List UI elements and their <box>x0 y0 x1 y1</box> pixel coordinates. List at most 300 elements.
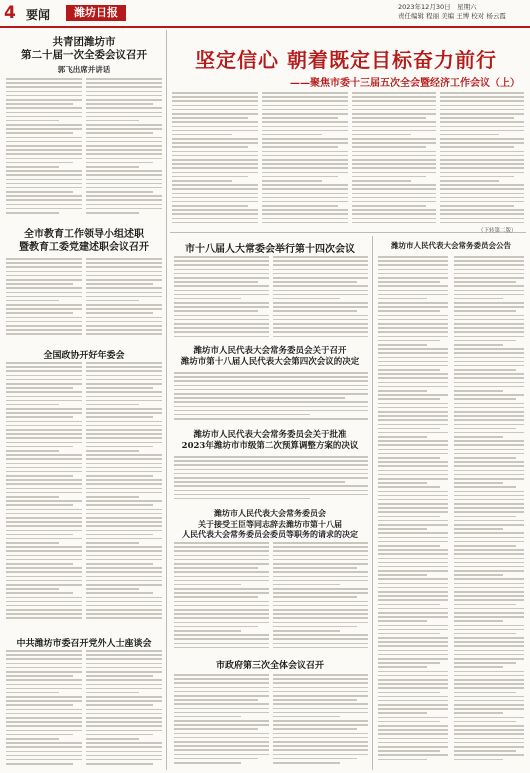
text-line <box>6 704 73 706</box>
text-line <box>6 287 82 289</box>
text-line <box>440 138 524 140</box>
text-line <box>86 300 139 302</box>
text-line <box>454 541 524 543</box>
text-line <box>6 166 59 168</box>
text-line <box>172 184 258 186</box>
text-line <box>378 440 448 442</box>
text-line <box>454 264 524 266</box>
text-line <box>273 315 368 317</box>
text-line <box>174 762 241 764</box>
text-line <box>352 167 436 169</box>
text-line <box>6 308 82 310</box>
text-line <box>6 446 73 448</box>
text-line <box>273 281 357 283</box>
text-line <box>273 336 368 338</box>
text-line <box>172 222 258 224</box>
text-line <box>174 389 368 391</box>
text-line <box>352 138 436 140</box>
text-line <box>378 658 448 660</box>
text-line <box>440 155 524 157</box>
text-line <box>172 117 248 119</box>
text-line <box>6 580 82 582</box>
left-article-4-body <box>86 650 162 768</box>
text-line <box>174 613 269 615</box>
text-line <box>172 209 258 211</box>
text-line <box>262 117 338 119</box>
text-line <box>86 542 139 544</box>
text-line <box>174 626 258 628</box>
text-line <box>86 450 139 452</box>
text-line <box>273 298 340 300</box>
text-line <box>6 183 82 185</box>
text-line <box>86 183 162 185</box>
text-line <box>86 116 162 118</box>
center-article-3-title: 潍坊市人民代表大会常务委员会关于批准 2023年潍坊市市级第二次预算调整方案的决议 <box>181 430 359 451</box>
text-line <box>273 580 368 582</box>
text-line <box>86 287 162 289</box>
text-line <box>378 428 440 430</box>
text-line <box>454 507 524 509</box>
text-line <box>174 745 269 747</box>
left-article-2-body <box>86 258 162 340</box>
text-line <box>86 730 162 732</box>
text-line <box>378 650 448 652</box>
text-line <box>174 460 368 462</box>
text-line <box>378 708 448 710</box>
text-line <box>378 491 448 493</box>
right-article-1-body <box>378 256 448 768</box>
text-line <box>454 344 503 346</box>
text-line <box>352 109 436 111</box>
text-line <box>454 549 524 551</box>
text-line <box>86 584 162 586</box>
text-line <box>262 163 348 165</box>
text-line <box>172 159 258 161</box>
text-line <box>454 373 524 375</box>
text-line <box>86 458 162 460</box>
text-line <box>378 290 448 292</box>
text-line <box>174 273 269 275</box>
text-line <box>6 679 82 681</box>
text-line <box>6 191 73 193</box>
text-line <box>86 296 162 298</box>
text-line <box>86 555 162 557</box>
text-line <box>378 394 448 396</box>
text-line <box>378 537 448 539</box>
text-line <box>454 336 524 338</box>
text-line <box>454 461 524 463</box>
main-article-body <box>172 92 258 227</box>
text-line <box>86 746 162 748</box>
text-line <box>86 755 162 757</box>
text-line <box>378 331 448 333</box>
text-line <box>86 500 162 502</box>
text-line <box>454 511 524 513</box>
text-line <box>174 315 269 317</box>
text-line <box>174 712 269 714</box>
text-line <box>454 553 524 555</box>
text-line <box>86 170 162 172</box>
text-line <box>378 415 448 417</box>
text-line <box>273 588 368 590</box>
text-line <box>352 117 426 119</box>
text-line <box>172 96 258 98</box>
text-line <box>6 78 82 80</box>
text-line <box>86 396 162 398</box>
text-line <box>454 394 524 396</box>
text-line <box>454 537 524 539</box>
text-line <box>6 517 82 519</box>
text-line <box>378 679 448 681</box>
text-line <box>86 107 162 109</box>
text-line <box>86 592 153 594</box>
text-line <box>378 306 448 308</box>
text-line <box>454 608 524 610</box>
text-line <box>172 193 258 195</box>
text-line <box>6 387 73 389</box>
text-line <box>378 256 448 258</box>
text-line <box>86 195 162 197</box>
text-line <box>6 187 82 189</box>
text-line <box>174 741 269 743</box>
text-line <box>262 172 348 174</box>
text-line <box>6 112 82 114</box>
text-line <box>86 308 162 310</box>
text-line <box>6 663 82 665</box>
text-line <box>454 683 524 685</box>
text-line <box>378 424 448 426</box>
text-line <box>454 717 524 719</box>
text-line <box>273 306 368 308</box>
text-line <box>174 410 368 412</box>
text-line <box>6 362 82 364</box>
text-line <box>262 134 322 136</box>
text-line <box>262 188 348 190</box>
text-line <box>86 613 162 615</box>
text-line <box>273 302 368 304</box>
text-line <box>454 273 524 275</box>
text-line <box>273 323 368 325</box>
text-line <box>6 601 82 603</box>
text-line <box>454 662 516 664</box>
text-line <box>352 184 436 186</box>
text-line <box>174 559 269 561</box>
text-line <box>174 749 269 751</box>
text-line <box>378 620 427 622</box>
text-line <box>6 275 82 277</box>
text-line <box>6 658 82 660</box>
text-line <box>6 721 82 723</box>
text-line <box>172 92 258 94</box>
text-line <box>86 559 162 561</box>
text-line <box>174 754 269 756</box>
text-line <box>174 733 269 735</box>
text-line <box>174 281 258 283</box>
text-line <box>86 91 162 93</box>
text-line <box>262 213 348 215</box>
text-line <box>172 201 258 203</box>
text-line <box>6 375 82 377</box>
text-line <box>454 348 524 350</box>
text-line <box>6 208 82 210</box>
text-line <box>440 130 524 132</box>
text-line <box>6 212 59 214</box>
text-line <box>6 588 59 590</box>
text-line <box>172 138 258 140</box>
text-line <box>273 638 368 640</box>
text-line <box>86 366 162 368</box>
text-line <box>378 591 448 593</box>
text-line <box>174 331 269 333</box>
text-line <box>454 742 524 744</box>
text-line <box>378 285 448 287</box>
text-line <box>454 377 524 379</box>
text-line <box>6 103 73 105</box>
text-line <box>174 406 368 408</box>
text-line <box>86 312 153 314</box>
text-line <box>6 153 82 155</box>
text-line <box>378 357 448 359</box>
left-article-2-body <box>6 258 82 340</box>
main-article-title: 坚定信心 朝着既定目标奋力前行 <box>195 48 497 72</box>
text-line <box>352 176 426 178</box>
text-line <box>86 204 162 206</box>
column-rule <box>372 236 373 770</box>
text-line <box>6 425 82 427</box>
text-line <box>352 193 436 195</box>
text-line <box>86 571 162 573</box>
text-line <box>86 370 162 372</box>
text-line <box>6 433 82 435</box>
text-line <box>262 121 348 123</box>
text-line <box>172 188 258 190</box>
text-line <box>6 383 82 385</box>
text-line <box>174 323 269 325</box>
center-article-2-title: 潍坊市人民代表大会常务委员会关于召开 潍坊市第十八届人民代表大会第四次会议的决定 <box>180 346 360 367</box>
text-line <box>86 317 162 319</box>
text-line <box>378 327 448 329</box>
text-line <box>262 109 348 111</box>
text-line <box>174 550 269 552</box>
center-article-2-body <box>174 372 368 426</box>
text-line <box>352 130 436 132</box>
text-line <box>6 617 82 619</box>
text-line <box>86 145 162 147</box>
text-line <box>378 478 448 480</box>
text-line <box>86 137 162 139</box>
text-line <box>273 609 368 611</box>
text-line <box>440 113 524 115</box>
text-line <box>174 418 368 420</box>
text-line <box>6 124 82 126</box>
text-line <box>6 546 82 548</box>
text-line <box>86 700 162 702</box>
text-line <box>86 375 162 377</box>
text-line <box>6 149 82 151</box>
text-line <box>273 285 368 287</box>
text-line <box>174 630 241 632</box>
text-line <box>86 742 162 744</box>
text-line <box>6 116 82 118</box>
text-line <box>454 453 524 455</box>
text-line <box>273 563 368 565</box>
text-line <box>6 471 82 473</box>
text-line <box>378 599 448 601</box>
text-line <box>262 180 322 182</box>
text-line <box>86 383 162 385</box>
text-line <box>273 703 368 705</box>
text-line <box>378 281 440 283</box>
text-line <box>352 180 411 182</box>
text-line <box>454 696 524 698</box>
text-line <box>174 277 269 279</box>
text-line <box>6 509 82 511</box>
text-line <box>378 566 448 568</box>
text-line <box>6 408 82 410</box>
text-line <box>454 692 516 694</box>
text-line <box>86 304 162 306</box>
text-line <box>86 663 162 665</box>
text-line <box>378 449 448 451</box>
text-line <box>378 553 448 555</box>
text-line <box>86 333 162 335</box>
text-line <box>273 327 368 329</box>
text-line <box>6 525 82 527</box>
text-line <box>174 477 368 479</box>
text-line <box>6 82 82 84</box>
text-line <box>86 605 162 607</box>
text-line <box>6 742 82 744</box>
text-line <box>172 155 258 157</box>
text-line <box>86 704 153 706</box>
text-line <box>454 759 503 761</box>
text-line <box>378 562 448 564</box>
text-line <box>174 490 368 492</box>
text-line <box>86 112 162 114</box>
text-line <box>86 597 162 599</box>
text-line <box>273 691 368 693</box>
text-line <box>262 92 348 94</box>
text-line <box>378 386 448 388</box>
text-line <box>273 542 368 544</box>
text-line <box>174 414 310 416</box>
page-header <box>0 0 530 28</box>
text-line <box>454 750 516 752</box>
text-line <box>273 596 357 598</box>
text-line <box>440 201 524 203</box>
right-article-1-title: 潍坊市人民代表大会常务委员会公告 <box>391 241 511 250</box>
text-line <box>378 503 448 505</box>
text-line <box>174 302 269 304</box>
paper-logo: 潍坊日报 <box>66 5 126 21</box>
text-line <box>440 188 524 190</box>
left-article-1-body <box>6 78 82 220</box>
text-line <box>378 457 440 459</box>
text-line <box>440 209 524 211</box>
right-article-1-body <box>454 256 524 768</box>
text-line <box>6 584 82 586</box>
text-line <box>378 365 448 367</box>
text-line <box>378 759 427 761</box>
text-line <box>6 162 73 164</box>
text-line <box>454 352 524 354</box>
text-line <box>378 721 440 723</box>
text-line <box>440 218 524 220</box>
text-line <box>174 336 269 338</box>
text-line <box>6 442 82 444</box>
text-line <box>86 362 162 364</box>
text-line <box>378 662 440 664</box>
text-line <box>262 197 348 199</box>
text-line <box>454 708 524 710</box>
text-line <box>174 555 269 557</box>
text-line <box>86 425 162 427</box>
text-line <box>378 578 448 580</box>
main-article-body <box>262 92 348 227</box>
text-line <box>378 570 448 572</box>
text-line <box>454 578 524 580</box>
text-line <box>273 687 368 689</box>
text-line <box>378 549 448 551</box>
text-line <box>454 495 524 497</box>
text-line <box>6 170 82 172</box>
text-line <box>86 534 153 536</box>
center-article-4-body <box>273 542 368 652</box>
text-line <box>273 571 368 573</box>
text-line <box>378 704 448 706</box>
continued-note: （下转第二版） <box>478 228 517 234</box>
text-line <box>454 583 524 585</box>
text-line <box>6 262 82 264</box>
text-line <box>378 524 448 526</box>
text-line <box>352 96 436 98</box>
text-line <box>440 105 524 107</box>
text-line <box>378 495 448 497</box>
text-line <box>454 398 516 400</box>
text-line <box>378 683 448 685</box>
text-line <box>378 436 427 438</box>
text-line <box>454 390 503 392</box>
text-line <box>454 486 516 488</box>
text-line <box>6 654 82 656</box>
text-line <box>378 633 440 635</box>
text-line <box>273 630 340 632</box>
text-line <box>262 100 348 102</box>
text-line <box>454 424 524 426</box>
text-line <box>378 712 427 714</box>
text-line <box>454 382 524 384</box>
text-line <box>86 546 162 548</box>
text-line <box>86 609 162 611</box>
left-article-4-body <box>6 650 82 768</box>
text-line <box>352 121 436 123</box>
text-line <box>378 432 448 434</box>
text-line <box>6 521 82 523</box>
text-line <box>352 126 436 128</box>
center-article-3-body <box>174 456 368 504</box>
text-line <box>174 728 258 730</box>
text-line <box>454 474 524 476</box>
text-line <box>174 601 269 603</box>
text-line <box>273 728 357 730</box>
center-article-4-title: 潍坊市人民代表大会常务委员会 关于接受王臣等同志辞去潍坊市第十八届 人民代表大会常务委员会委员等职务的请求的决定 <box>182 508 358 539</box>
text-line <box>454 369 516 371</box>
text-line <box>454 633 516 635</box>
text-line <box>273 264 368 266</box>
text-line <box>86 86 162 88</box>
text-line <box>378 323 448 325</box>
text-line <box>6 671 82 673</box>
